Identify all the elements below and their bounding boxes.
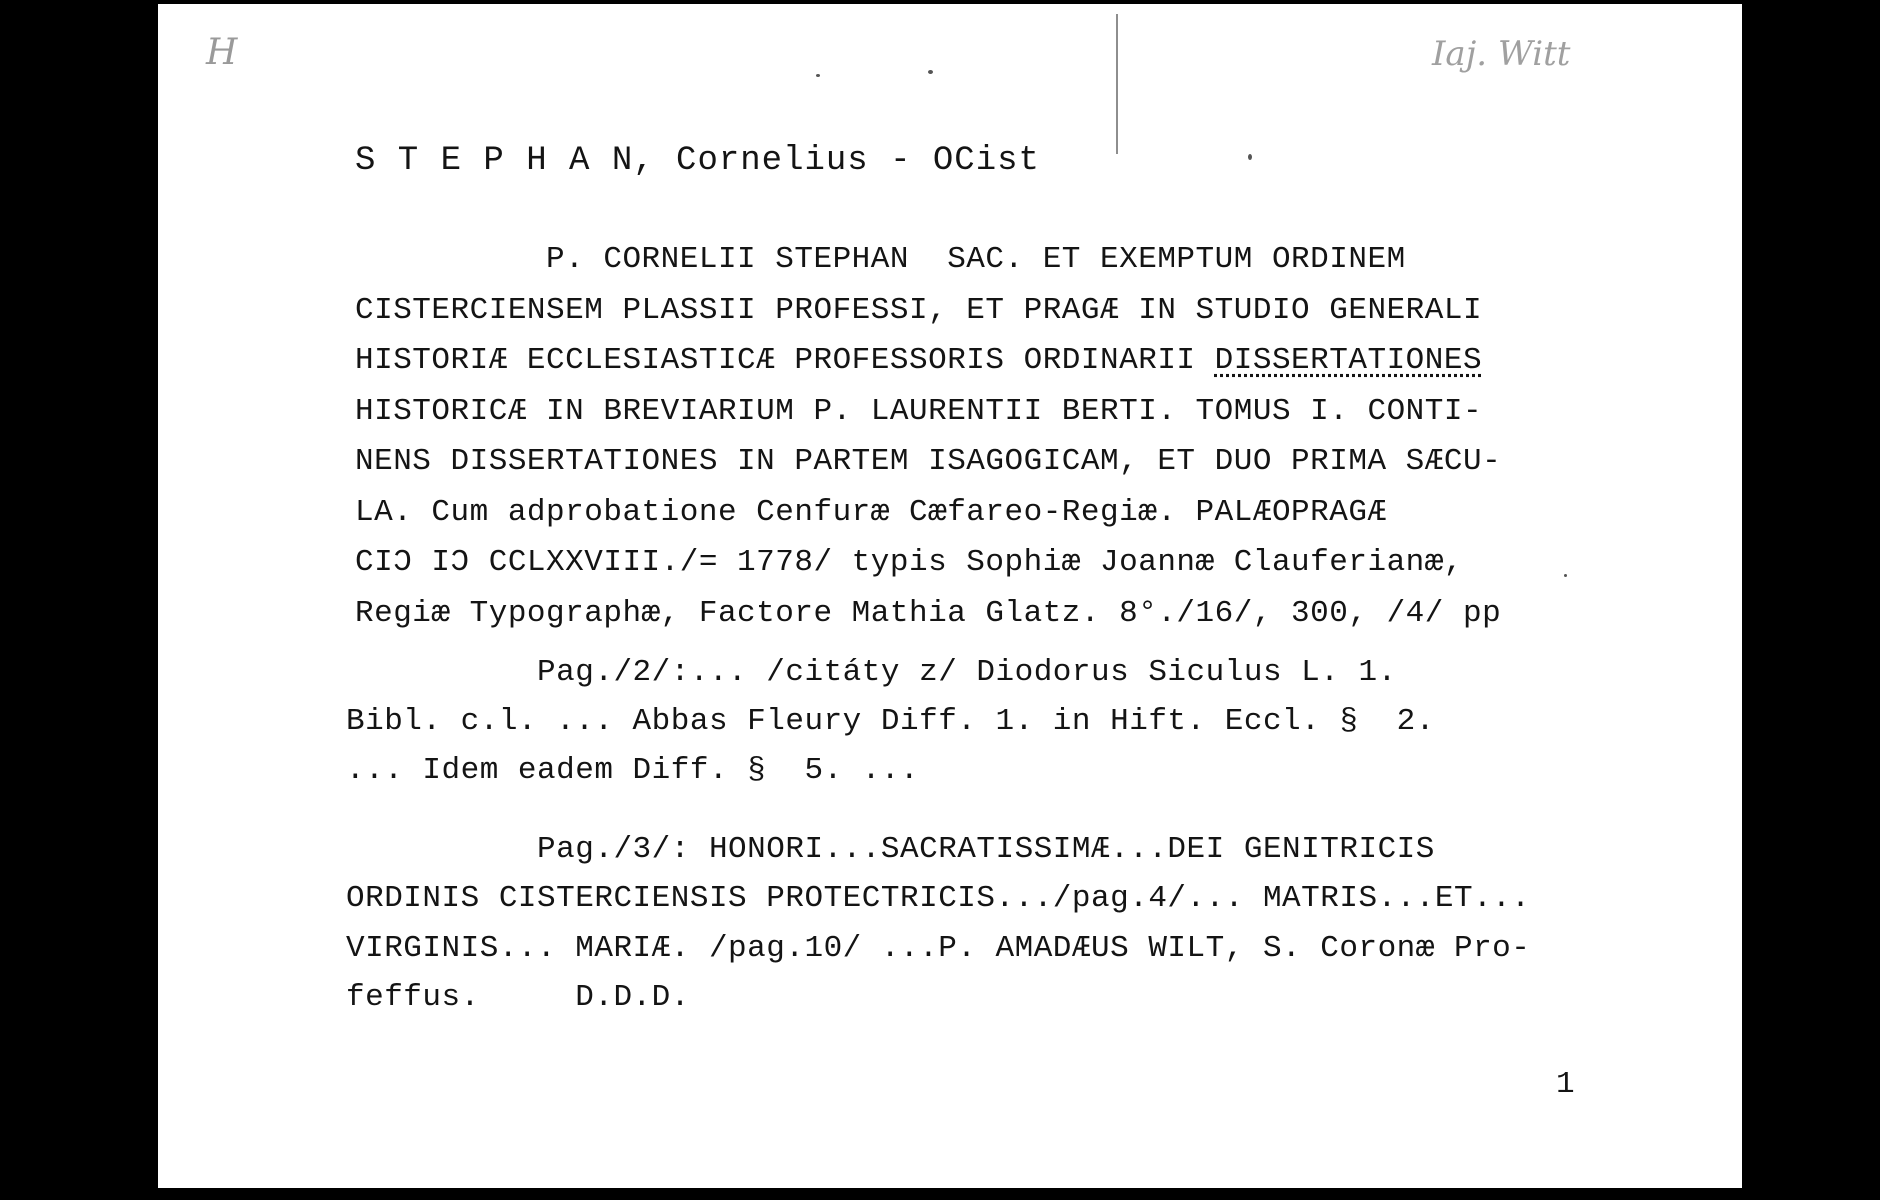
scan-speck [816,74,820,77]
title-line [355,343,1482,378]
title-line: CISTERCIENSEM PLASSII PROFESSI, ET PRAGÆ IN STUDIO GENERALI [355,293,1483,328]
catalog-card [158,4,1742,1188]
scan-speck [928,70,933,74]
title-line-text: HISTORIÆ ECCLESIASTICÆ PROFESSORIS ORDINARII [355,343,1215,378]
handwritten-signature: Iaj. Witt [1432,34,1571,74]
card-page-number: 1 [1556,1067,1576,1102]
quotation-line: Bibl. c.l. ... Abbas Fleury Diff. 1. in Hift. Eccl. § 2. [346,704,1435,739]
title-line: Regiæ Typographæ, Factore Mathia Glatz. 8°./16/, 300, /4/ pp [355,596,1502,631]
scan-speck [1564,574,1567,577]
quotation-line: VIRGINIS... MARIÆ. /pag.10/ ...P. AMADÆUS WILT, S. Coronæ Pro- [346,931,1531,966]
quotation-line: ORDINIS CISTERCIENSIS PROTECTRICIS.../pag.4/... MATRIS...ET... [346,881,1531,916]
title-line: HISTORICÆ IN BREVIARIUM P. LAURENTII BERTI. TOMUS I. CONTI- [355,394,1483,429]
corner-handwritten-mark: H [206,32,238,73]
quotation-line: Pag./3/: HONORI...SACRATISSIMÆ...DEI GENITRICIS [346,832,1435,867]
title-line: CIƆ IƆ CCLXXVIII./= 1778/ typis Sophiæ Joannæ Clauferianæ, [355,545,1463,580]
vertical-rule [1116,14,1118,154]
quotation-line: feffus. D.D.D. [346,980,690,1015]
underlined-word: DISSERTATIONES [1214,343,1483,378]
quotation-line: ... Idem eadem Diff. § 5. ... [346,753,920,788]
card-heading: S T E P H A N, Cornelius - OCist [355,142,1040,180]
title-line: NENS DISSERTATIONES IN PARTEM ISAGOGICAM, ET DUO PRIMA SÆCU- [355,444,1502,479]
scan-speck [1248,154,1252,160]
title-line: LA. Cum adprobatione Cenfuræ Cæfareo-Regiæ. PALÆOPRAGÆ [355,495,1387,530]
title-line: P. CORNELII STEPHAN SAC. ET EXEMPTUM ORDINEM [355,242,1406,277]
quotation-line: Pag./2/:... /citáty z/ Diodorus Siculus L. 1. [346,655,1397,690]
